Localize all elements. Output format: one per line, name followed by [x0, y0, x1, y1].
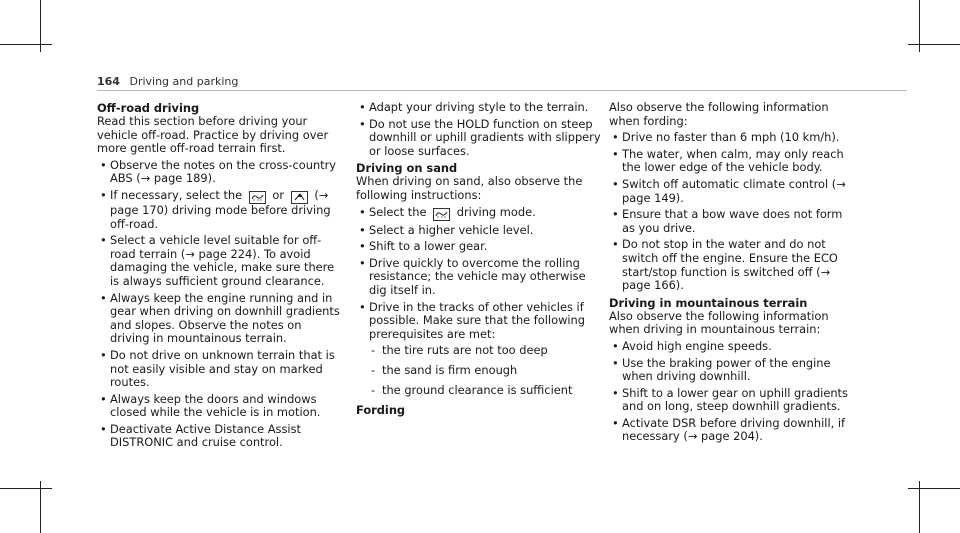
crop-mark	[0, 44, 52, 45]
list-item: • Switch off automatic climate control (→ page 149).	[609, 178, 854, 205]
paragraph: When driving on sand, also observe the following instructions:	[356, 174, 583, 202]
list-item: • Activate DSR before driving downhill, if necessary (→ page 204).	[609, 417, 854, 444]
list-item-text: or	[272, 187, 285, 202]
list-item	[356, 206, 601, 221]
bullet-list	[356, 101, 601, 158]
list-item: • Use the braking power of the engine when driving downhill.	[609, 357, 854, 384]
list-item	[97, 189, 342, 231]
list-item: • Drive quickly to overcome the rolling resistance; the vehicle may otherwise dig itself in.	[356, 257, 601, 298]
bullet-list	[356, 206, 601, 398]
crop-mark	[40, 0, 41, 52]
list-item-text: Drive in the tracks of other vehicles if possible. Make sure that the following prerequisites are met:	[369, 299, 585, 341]
crop-mark	[908, 44, 960, 45]
heading-off-road: Off-road driving	[97, 101, 200, 115]
list-item-text: driving mode.	[456, 204, 536, 219]
crop-mark	[919, 0, 920, 52]
page-header	[97, 75, 238, 88]
list-item: • Select a vehicle level suitable for off-road terrain (→ page 224). To avoid damaging the vehicle, make sure there is always sufficient ground clearance.	[97, 234, 342, 288]
heading-fording: Fording	[356, 403, 406, 418]
bullet-list	[97, 159, 342, 450]
list-item: • Do not use the HOLD function on steep downhill or uphill gradients with slippery or loose surfaces.	[356, 118, 601, 159]
list-item: • Shift to a lower gear on uphill gradients and on long, steep downhill gradients.	[609, 387, 854, 414]
column-3	[609, 101, 854, 447]
list-item: • Do not stop in the water and do not switch off the engine. Ensure the ECO start/stop function is switched off (→ page 166).	[609, 238, 854, 292]
crop-mark	[908, 488, 960, 489]
list-item: • Select a higher vehicle level.	[356, 224, 601, 238]
section-title: Driving and parking	[129, 75, 239, 88]
paragraph: Read this section before driving your vehicle off-road. Practice by driving over more gentle off-road terrain first.	[97, 114, 329, 156]
crop-mark	[0, 488, 52, 489]
list-item: • Drive no faster than 6 mph (10 km/h).	[609, 131, 854, 145]
dash-item: - the tire ruts are not too deep	[369, 344, 601, 358]
list-item: • Avoid high engine speeds.	[609, 340, 854, 354]
list-item: • Ensure that a bow wave does not form as you drive.	[609, 208, 854, 235]
dash-item: - the ground clearance is sufficient	[369, 384, 601, 398]
list-item: • Always keep the engine running and in gear when driving on downhill gradients and slopes. Observe the notes on driving in mountainous terrain.	[97, 292, 342, 346]
list-item-text: Select the	[369, 204, 427, 219]
list-item: • Deactivate Active Distance Assist DISTRONIC and cruise control.	[97, 423, 342, 450]
column-1	[97, 101, 342, 453]
list-item: • The water, when calm, may only reach the lower edge of the vehicle body.	[609, 148, 854, 175]
header-divider	[97, 90, 907, 91]
list-item: • Shift to a lower gear.	[356, 240, 601, 254]
column-2	[356, 101, 601, 417]
crop-mark	[40, 481, 41, 533]
heading-mountainous: Driving in mountainous terrain	[609, 295, 808, 310]
list-item	[356, 301, 601, 398]
list-item-text: If necessary, select the	[110, 187, 243, 202]
list-item: • Always keep the doors and windows closed while the vehicle is in motion.	[97, 393, 342, 420]
bullet-list	[609, 340, 854, 444]
paragraph: Also observe the following information when fording:	[609, 100, 829, 128]
crop-mark	[919, 481, 920, 533]
list-item: • Do not drive on unknown terrain that is not easily visible and stay on marked routes.	[97, 349, 342, 390]
sand-mode-icon	[433, 208, 450, 221]
list-item-text: (→ page 170) driving mode before driving off-road.	[110, 187, 331, 231]
bullet-list	[609, 131, 854, 293]
paragraph: Also observe the following information when driving in mountainous terrain:	[609, 308, 829, 337]
list-item: • Adapt your driving style to the terrain.	[356, 101, 601, 115]
offroad-mode-icon	[291, 191, 308, 204]
sand-mode-icon	[249, 191, 266, 204]
dash-list	[369, 344, 601, 397]
list-item: • Observe the notes on the cross-country ABS (→ page 189).	[97, 159, 342, 186]
heading-sand: Driving on sand	[356, 161, 458, 176]
dash-item: - the sand is firm enough	[369, 364, 601, 378]
page-number: 164	[97, 75, 120, 88]
